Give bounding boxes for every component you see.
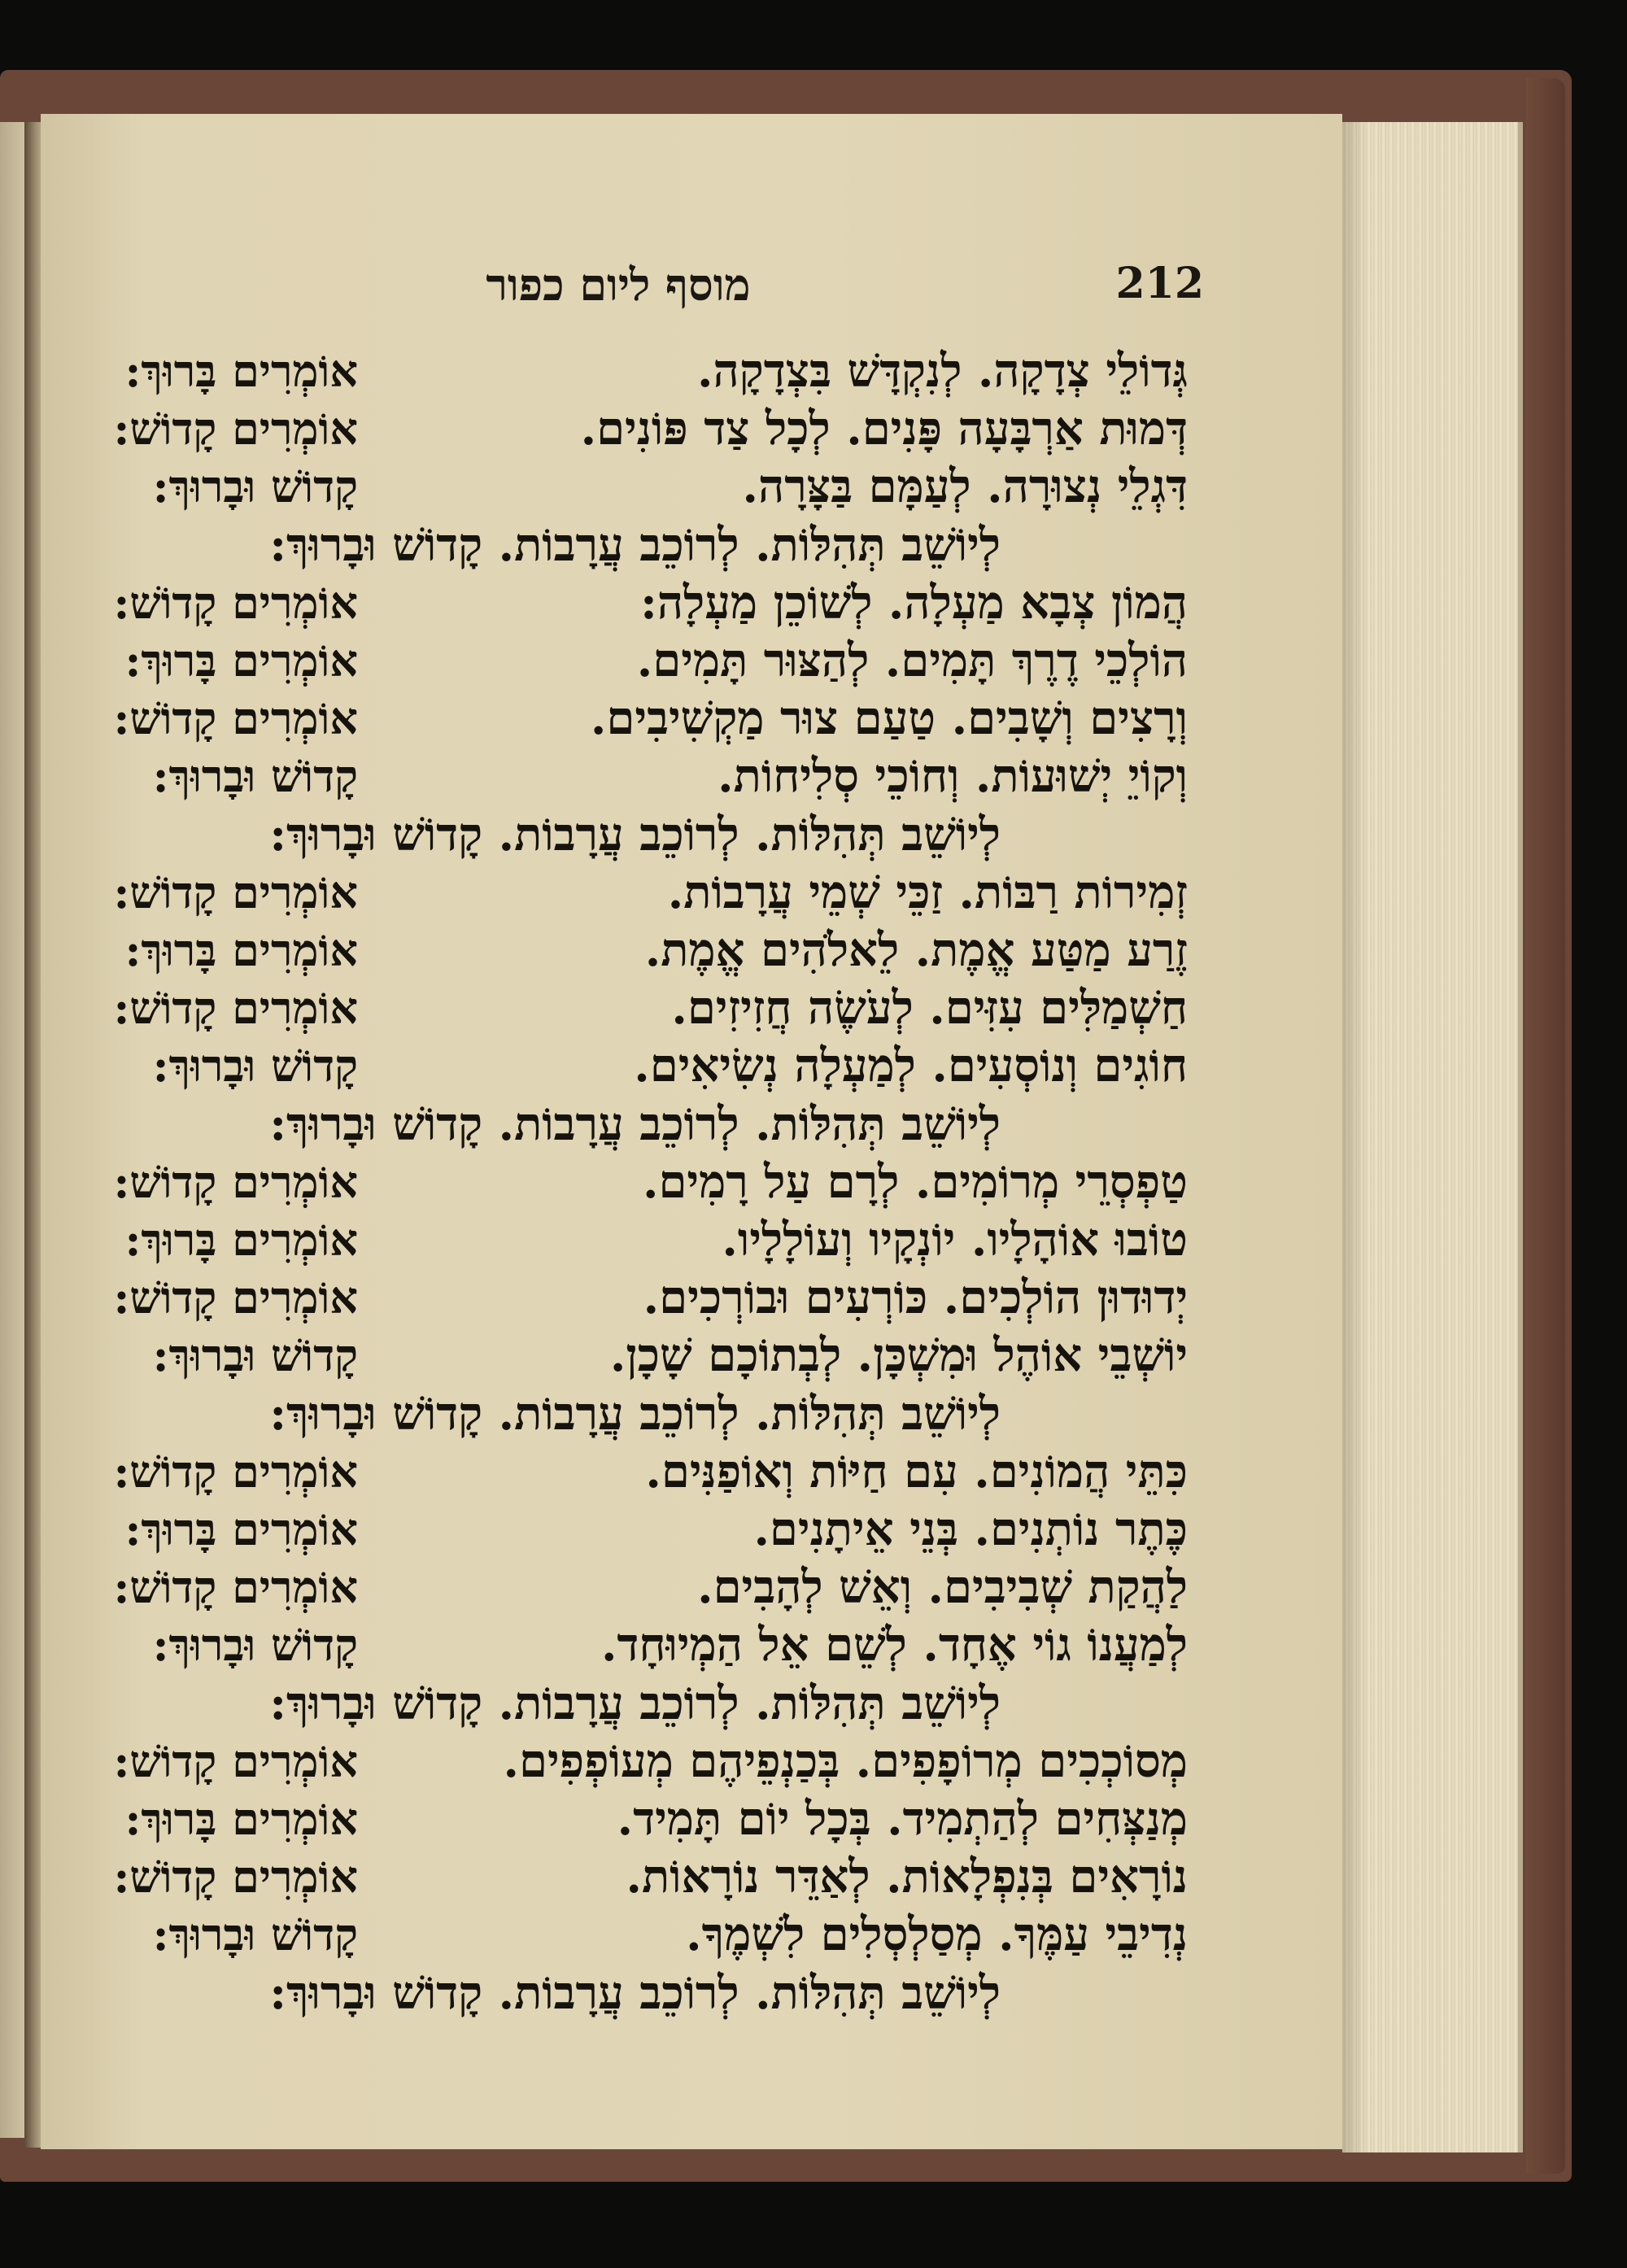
response-text: אוֹמְרִים קָדוֹשׁ:: [113, 692, 358, 745]
verse-text: לְיוֹשֵׁב תְּהִלּוֹת. לְרוֹכֵב עֲרָבוֹת. קָדוֹשׁ וּבָרוּךְ:: [269, 807, 1001, 861]
response-text: אוֹמְרִים בָּרוּךְ:: [124, 924, 358, 976]
verse-line: [33, 1616, 1188, 1674]
verse-text: כִּתֵּי הֲמוֹנִים. עִם חַיּוֹת וְאוֹפַנִּים.: [645, 1444, 1188, 1498]
verse-line: [33, 747, 1188, 805]
verse-line: [33, 1500, 1188, 1559]
response-text: קָדוֹשׁ וּבָרוּךְ:: [152, 1040, 358, 1093]
response-text: אוֹמְרִים קָדוֹשׁ:: [113, 1561, 358, 1614]
verse-text: גְּדוֹלֵי צְדָקָה. לְנִקְדָּשׁ בִּצְדָקָה.: [697, 344, 1188, 398]
verse-text: נוֹרָאִים בְּנִפְלָאוֹת. לְאַדֵּר נוֹרָאוֹת.: [626, 1850, 1188, 1904]
refrain-line: [33, 516, 1188, 574]
verse-line: [33, 1558, 1188, 1616]
verse-line: [33, 1153, 1188, 1211]
response-text: אוֹמְרִים קָדוֹשׁ:: [113, 982, 358, 1035]
response-text: אוֹמְרִים בָּרוּךְ:: [124, 1503, 358, 1555]
refrain-line: [33, 1964, 1188, 2022]
verse-line: [33, 1905, 1188, 1964]
response-text: אוֹמְרִים קָדוֹשׁ:: [113, 1851, 358, 1904]
refrain-line: [33, 1674, 1188, 1733]
verse-text: לְיוֹשֵׁב תְּהִלּוֹת. לְרוֹכֵב עֲרָבוֹת. קָדוֹשׁ וּבָרוּךְ:: [269, 1965, 1001, 2020]
verse-text: טַפְסְרֵי מְרוֹמִים. לְרָם עַל רָמִים.: [642, 1154, 1188, 1209]
verse-text: הוֹלְכֵי דֶרֶךְ תָּמִים. לְהַצּוּר תָּמִים.: [636, 634, 1188, 687]
verse-text: יוֹשְׁבֵי אוֹהֶל וּמִשְׁכָּן. לְבְתוֹכָם שָׁכָן.: [609, 1328, 1188, 1383]
verse-text: דִּגְלֵי נְצוּרָה. לְעַמָּם בַּצָּרָה.: [742, 460, 1188, 514]
verse-text: נְדִיבֵי עַמֶּךָ. מְסַלְסְלִים לִשְׁמֶךָ.: [686, 1908, 1188, 1962]
refrain-line: [33, 1095, 1188, 1154]
verse-text: חוֹגִים וְנוֹסְעִים. לְמַעְלָה נְשִׂיאִים.: [634, 1039, 1188, 1093]
verse-line: [33, 1210, 1188, 1269]
response-text: אוֹמְרִים קָדוֹשׁ:: [113, 576, 358, 629]
verse-text: טוֹבוּ אוֹהָלָיו. יוֹנְקָיו וְעוֹלָלָיו.: [722, 1213, 1188, 1267]
verse-line: [33, 689, 1188, 748]
response-text: אוֹמְרִים קָדוֹשׁ:: [113, 1445, 358, 1498]
verse-text: וְרָצִים וְשָׁבִים. טַעַם צוּר מַקְשִׁיבִים.: [590, 691, 1188, 746]
response-text: אוֹמְרִים קָדוֹשׁ:: [113, 1734, 358, 1787]
refrain-line: [33, 805, 1188, 864]
verse-text: וְקוֹיֵ יְשׁוּעוֹת. וְחוֹכֵי סְלִיחוֹת.: [718, 749, 1188, 804]
verse-text: לְיוֹשֵׁב תְּהִלּוֹת. לְרוֹכֵב עֲרָבוֹת. קָדוֹשׁ וּבָרוּךְ:: [269, 1386, 1001, 1441]
response-text: אוֹמְרִים קָדוֹשׁ:: [113, 866, 358, 918]
response-text: אוֹמְרִים בָּרוּךְ:: [124, 635, 358, 687]
response-text: קָדוֹשׁ וּבָרוּךְ:: [152, 1908, 358, 1961]
verse-line: [33, 1268, 1188, 1327]
verse-line: [33, 1326, 1188, 1385]
verse-line: [33, 1036, 1188, 1095]
verse-text: זֶרַע מַטַּע אֱמֶת. לֵאלֹהִים אֱמֶת.: [644, 923, 1188, 977]
response-text: קָדוֹשׁ וּבָרוּךְ:: [152, 750, 358, 803]
response-text: אוֹמְרִים קָדוֹשׁ:: [113, 403, 358, 456]
response-text: אוֹמְרִים בָּרוּךְ:: [124, 1214, 358, 1266]
verse-line: [33, 1442, 1188, 1501]
response-text: קָדוֹשׁ וּבָרוּךְ:: [152, 1329, 358, 1382]
verse-line: [33, 1732, 1188, 1790]
verse-line: [33, 863, 1188, 922]
response-text: קָדוֹשׁ וּבָרוּךְ:: [152, 1619, 358, 1672]
running-title: מוסף ליום כפור: [486, 259, 751, 311]
verse-line: [33, 1847, 1188, 1906]
verse-text: מְנַצְּחִים לְהַתְמִיד. בְּכָל יוֹם תָּמִיד.: [617, 1792, 1188, 1846]
verse-line: [33, 574, 1188, 632]
verse-text: זְמִירוֹת רַבּוֹת. זַכֵּי שְׁמֵי עֲרָבוֹת.: [667, 865, 1188, 919]
verse-line: [33, 921, 1188, 979]
verse-text: לְיוֹשֵׁב תְּהִלּוֹת. לְרוֹכֵב עֲרָבוֹת. קָדוֹשׁ וּבָרוּךְ:: [269, 1676, 1001, 1730]
verse-text: כֶּתֶר נוֹתְנִים. בְּנֵי אֵיתָנִים.: [753, 1503, 1188, 1556]
verse-line: [33, 631, 1188, 690]
verse-line: [33, 1790, 1188, 1848]
response-text: אוֹמְרִים בָּרוּךְ:: [124, 345, 358, 397]
verse-text: יְדוּדוּן הוֹלְכִים. כּוֹרְעִים וּבוֹרְכִים.: [643, 1271, 1188, 1325]
verse-line: [33, 399, 1188, 458]
response-text: קָדוֹשׁ וּבָרוּךְ:: [152, 460, 358, 513]
verse-text: חַשְׁמַלִּים עִזִּים. לְעֹשֶׂה חֲזִיזִים.: [671, 981, 1188, 1036]
verse-text: לְיוֹשֵׁב תְּהִלּוֹת. לְרוֹכֵב עֲרָבוֹת. קָדוֹשׁ וּבָרוּךְ:: [269, 517, 1001, 572]
verse-line: [33, 979, 1188, 1037]
response-text: אוֹמְרִים קָדוֹשׁ:: [113, 1155, 358, 1208]
verse-text: לְיוֹשֵׁב תְּהִלּוֹת. לְרוֹכֵב עֲרָבוֹת. קָדוֹשׁ וּבָרוּךְ:: [269, 1097, 1001, 1151]
verse-text: הֲמוֹן צְבָא מַעְלָה. לְשׁוֹכֵן מַעְלָה:: [640, 575, 1188, 630]
page-number: 212: [1115, 259, 1204, 308]
verse-text: לַהֲקַת שְׁבִיבִים. וְאֵשׁ לְהָבִים.: [697, 1560, 1188, 1615]
response-text: אוֹמְרִים קָדוֹשׁ:: [113, 1271, 358, 1324]
verse-line: [33, 342, 1188, 400]
response-text: אוֹמְרִים בָּרוּךְ:: [124, 1793, 358, 1845]
verse-text: לְמַעֲנוֹ גוֹי אֶחָד. לְשֵׁם אֵל הַמְיוּחָד.: [600, 1618, 1188, 1673]
verse-text: דְּמוּת אַרְבָּעָה פָּנִים. לְכָל צַד פּוֹנִים.: [580, 402, 1188, 456]
verse-text: מְסוֹכְכִים מְרוֹפָפִים. בְּכַנְפֵיהֶם מְעוֹפְפִים.: [503, 1734, 1188, 1788]
verse-line: [33, 457, 1188, 516]
refrain-line: [33, 1385, 1188, 1443]
